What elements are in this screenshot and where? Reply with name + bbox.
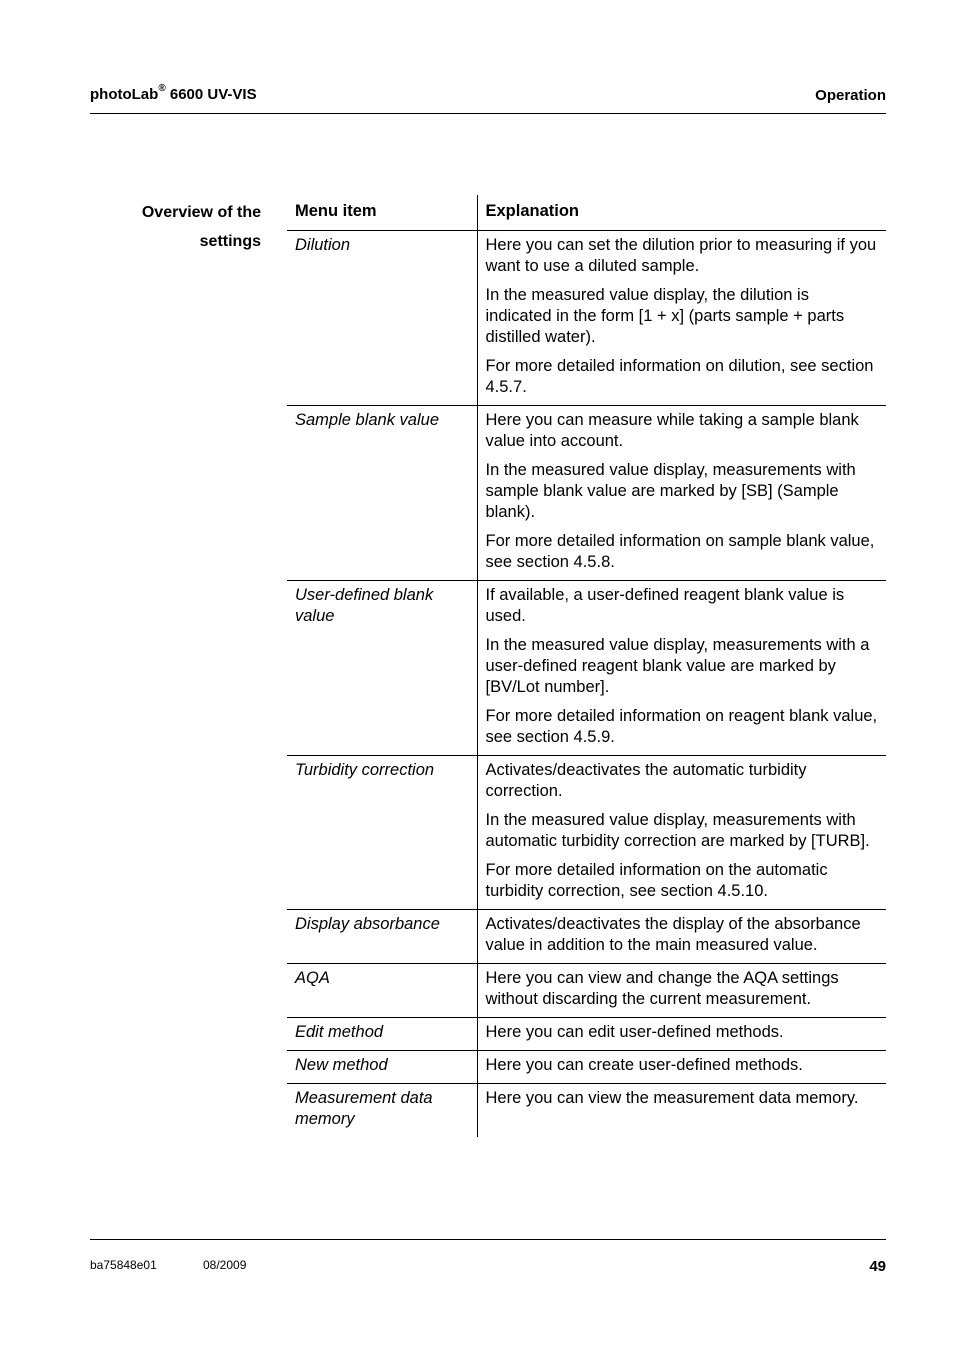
explanation-paragraph: In the measured value display, measurements with sample blank value are marked by [SB] (Sample blank). — [485, 461, 856, 521]
table-row — [287, 581, 886, 756]
explanation-paragraph: If available, a user-defined reagent blank value is used. — [485, 586, 845, 625]
explanation-paragraph: Here you can measure while taking a sample blank value into account. — [485, 411, 859, 450]
menu-item-name: Measurement data memory — [287, 1084, 477, 1138]
menu-item-explanation — [477, 910, 886, 964]
table-row — [287, 964, 886, 1018]
menu-item-name: Display absorbance — [287, 910, 477, 964]
menu-item-name: AQA — [287, 964, 477, 1018]
menu-item-explanation — [477, 1018, 886, 1051]
menu-item-explanation — [477, 756, 886, 910]
page-footer — [90, 1239, 886, 1275]
page-header — [90, 84, 886, 114]
explanation-paragraph: Here you can set the dilution prior to measuring if you want to use a diluted sample. — [485, 236, 877, 275]
explanation-paragraph: Activates/deactivates the display of the absorbance value in addition to the main measured value. — [485, 915, 861, 954]
table-row — [287, 231, 886, 406]
explanation-paragraph: Here you can edit user-defined methods. — [485, 1023, 784, 1041]
explanation-paragraph: Here you can create user-defined methods. — [485, 1056, 803, 1074]
table-row — [287, 756, 886, 910]
table-row — [287, 1018, 886, 1051]
table-body — [287, 231, 886, 1138]
product-model: 6600 UV-VIS — [165, 86, 257, 103]
explanation-paragraph: Here you can view the measurement data memory. — [485, 1089, 859, 1107]
explanation-paragraph: For more detailed information on the automatic turbidity correction, see section 4.5.10. — [485, 861, 828, 900]
explanation-paragraph: For more detailed information on reagent blank value, see section 4.5.9. — [485, 707, 878, 746]
menu-item-explanation — [477, 1084, 886, 1138]
table-row — [287, 406, 886, 581]
explanation-paragraph: In the measured value display, the dilution is indicated in the form [1 + x] (parts sample + parts distilled water). — [485, 286, 845, 346]
menu-item-explanation — [477, 406, 886, 581]
explanation-paragraph: For more detailed information on sample blank value, see section 4.5.8. — [485, 532, 875, 571]
menu-item-explanation — [477, 231, 886, 406]
menu-item-name: Dilution — [287, 231, 477, 406]
settings-table — [287, 195, 886, 1137]
menu-item-name: Sample blank value — [287, 406, 477, 581]
table-row — [287, 1084, 886, 1138]
registered-mark: ® — [158, 83, 166, 94]
menu-item-explanation — [477, 964, 886, 1018]
side-heading-line-1: Overview of the — [141, 204, 261, 221]
menu-item-name: Turbidity correction — [287, 756, 477, 910]
section-title: Operation — [815, 87, 886, 104]
explanation-paragraph: In the measured value display, measurements with a user-defined reagent blank value are marked by [BV/Lot number]. — [485, 636, 870, 696]
table-row — [287, 910, 886, 964]
menu-item-explanation — [477, 581, 886, 756]
table-header-row — [287, 195, 886, 231]
explanation-paragraph: For more detailed information on dilution, see section 4.5.7. — [485, 357, 874, 396]
explanation-paragraph: In the measured value display, measurements with automatic turbidity correction are marked by [TURB]. — [485, 811, 870, 850]
explanation-paragraph: Activates/deactivates the automatic turbidity correction. — [485, 761, 807, 800]
column-header-menu-item: Menu item — [287, 195, 477, 231]
column-header-explanation: Explanation — [477, 195, 886, 231]
explanation-paragraph: Here you can view and change the AQA settings without discarding the current measurement. — [485, 969, 839, 1008]
product-title — [90, 83, 257, 103]
menu-item-name: Edit method — [287, 1018, 477, 1051]
page-number: 49 — [869, 1258, 886, 1275]
product-name: photoLab — [90, 86, 159, 103]
side-heading — [90, 198, 261, 256]
menu-item-explanation — [477, 1051, 886, 1084]
document-number: ba75848e01 — [90, 1258, 157, 1272]
menu-item-name: User-defined blank value — [287, 581, 477, 756]
table-row — [287, 1051, 886, 1084]
menu-item-name: New method — [287, 1051, 477, 1084]
side-heading-line-2: settings — [199, 233, 261, 250]
document-date: 08/2009 — [203, 1258, 247, 1272]
